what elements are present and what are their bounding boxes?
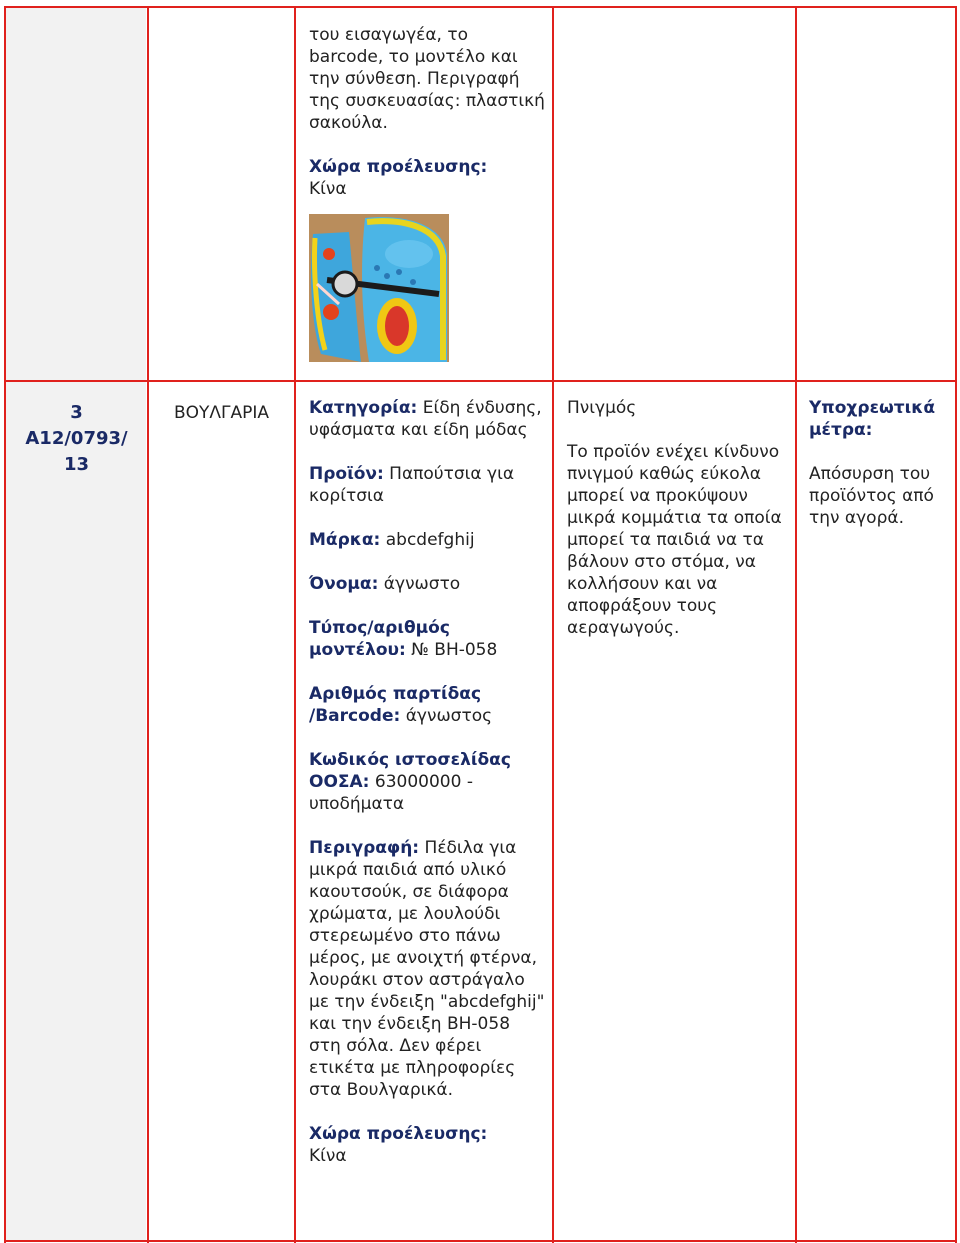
model-value: № BH-058 bbox=[411, 640, 498, 660]
category bbox=[309, 397, 545, 441]
notifying-country: ΒΟΥΛΓΑΡΙΑ bbox=[173, 403, 270, 423]
batch bbox=[309, 683, 545, 727]
row-number: 3 bbox=[70, 402, 83, 423]
country-cell bbox=[149, 402, 294, 424]
name bbox=[309, 573, 545, 595]
top-description-cell bbox=[309, 24, 545, 362]
batch-value: άγνωστος bbox=[405, 706, 493, 726]
origin-label: Χώρα προέλευσης: bbox=[309, 1124, 488, 1144]
table-border bbox=[4, 6, 6, 1243]
table-border bbox=[4, 6, 957, 8]
batch-label: Αριθμός παρτίδας /Barcode: bbox=[309, 684, 482, 726]
risk-description: Το προϊόν ενέχει κίνδυνο πνιγμού καθώς εύκολα μπορεί να προκύψουν μικρά κομμάτια τα οποία μπορεί τα παιδιά να τα βάλουν στο στόμα, να κολλήσουν και να αποφράξουν τους αεραγωγούς. bbox=[567, 442, 782, 638]
model-label: Τύπος/αριθμός μοντέλου: bbox=[309, 618, 450, 660]
name-label: Όνομα: bbox=[309, 574, 379, 594]
table-border bbox=[4, 1240, 957, 1242]
category-label: Κατηγορία: bbox=[309, 398, 418, 418]
brand bbox=[309, 529, 545, 551]
product-photo bbox=[309, 214, 449, 362]
risk-type: Πνιγμός bbox=[567, 398, 637, 418]
brand-label: Μάρκα: bbox=[309, 530, 381, 550]
oecd-value: 63000000 - υποδήματα bbox=[309, 772, 473, 814]
name-value: άγνωστο bbox=[383, 574, 461, 594]
description-label: Περιγραφή: bbox=[309, 838, 420, 858]
reference-code: A12/0793/ bbox=[25, 428, 128, 449]
table-border bbox=[795, 6, 797, 1243]
product-label: Προϊόν: bbox=[309, 464, 384, 484]
risk-cell bbox=[567, 397, 789, 639]
category-value: Είδη ένδυσης, υφάσματα και είδη μόδας bbox=[309, 398, 542, 440]
table-border bbox=[4, 380, 957, 382]
table-border bbox=[552, 6, 554, 1243]
oecd-code bbox=[309, 749, 545, 815]
oecd-label: Κωδικός ιστοσελίδας ΟΟΣΑ: bbox=[309, 750, 511, 792]
table-border bbox=[955, 6, 957, 1243]
description-value: Πέδιλα για μικρά παιδιά από υλικό καουτσούκ, σε διάφορα χρώματα, με λουλούδι στερεωμένο στο πάνω μέρος, με ανοιχτή φτέρνα, λουράκι στον αστράγαλο με την ένδειξη "abcdefghij" και την ένδειξη BH-058 στη σόλα. Δεν φέρει ετικέτα με πληροφορίες στα Βουλγαρικά. bbox=[309, 838, 545, 1100]
description-tail: του εισαγωγέα, το barcode, το μοντέλο και την σύνθεση. Περιγραφή της συσκευασίας: πλαστική σακούλα. bbox=[309, 25, 545, 133]
origin-value: Κίνα bbox=[309, 1146, 347, 1166]
table-border bbox=[294, 6, 296, 1243]
origin-value: Κίνα bbox=[309, 179, 347, 199]
measures-cell bbox=[809, 397, 951, 529]
table-border bbox=[147, 6, 149, 1243]
brand-value: abcdefghij bbox=[385, 530, 475, 550]
model bbox=[309, 617, 545, 661]
product bbox=[309, 463, 545, 507]
measures-value: Απόσυρση του προϊόντος από την αγορά. bbox=[809, 464, 934, 528]
reference-year: 13 bbox=[63, 454, 90, 475]
product-value: Παπούτσια για κορίτσια bbox=[309, 464, 515, 506]
origin-label: Χώρα προέλευσης: bbox=[309, 157, 488, 177]
sandal-image bbox=[309, 214, 449, 362]
origin bbox=[309, 1123, 545, 1167]
product-details-cell bbox=[309, 397, 545, 1167]
number-cell bbox=[6, 400, 147, 478]
measures-label: Υποχρεωτικά μέτρα: bbox=[809, 398, 936, 440]
number-column-shade bbox=[6, 8, 146, 1241]
description bbox=[309, 837, 545, 1101]
